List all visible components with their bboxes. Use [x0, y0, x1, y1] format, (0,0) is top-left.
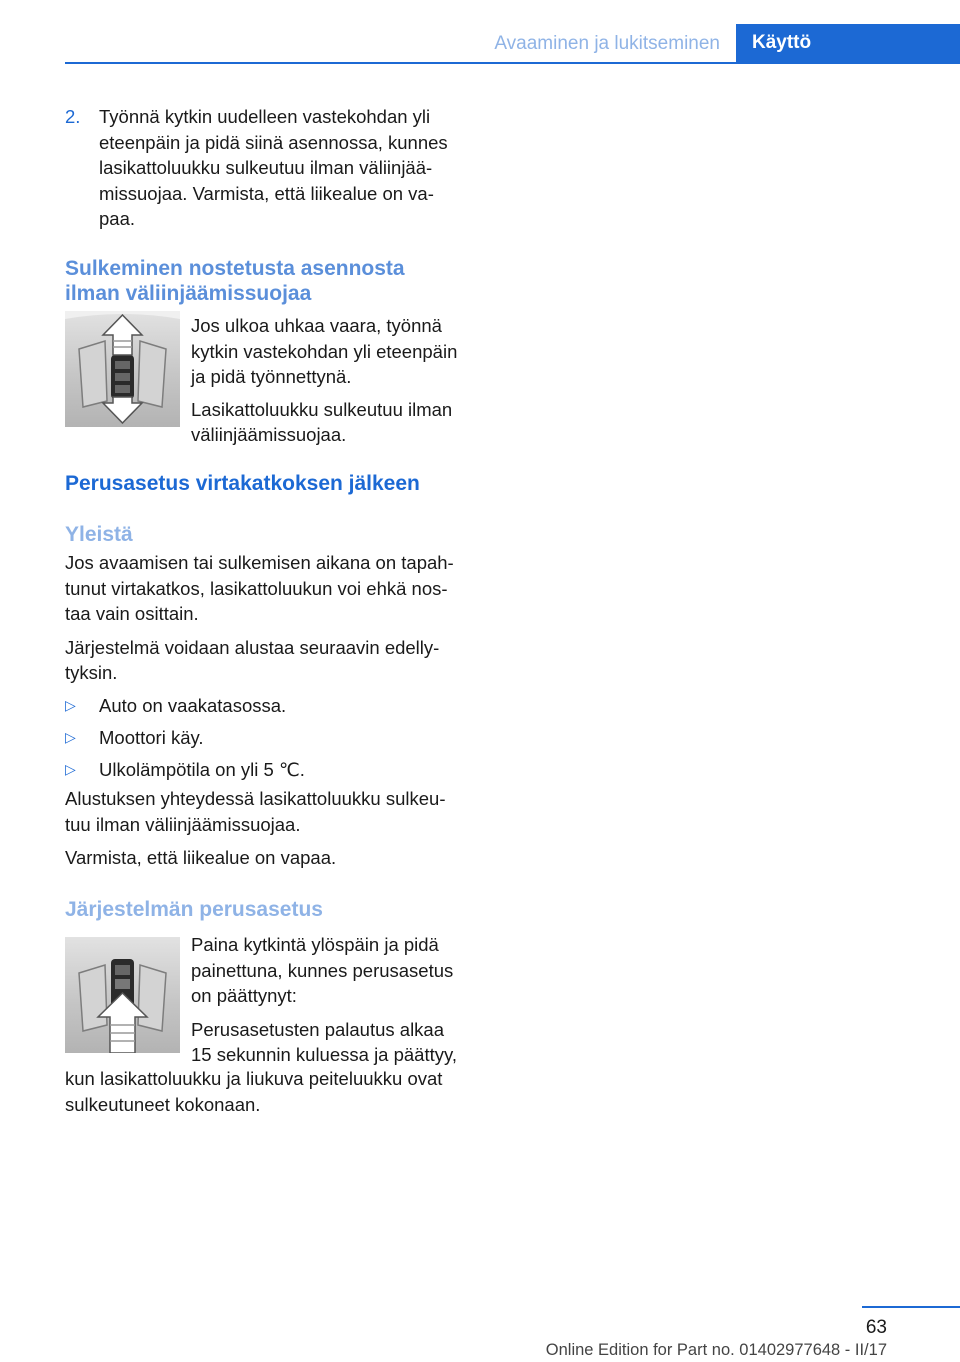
step-line: lasikattoluukku sulkeutuu ilman väliinjää‐: [99, 157, 433, 178]
section-heading: Perusasetus virtakatkoksen jälkeen: [65, 472, 420, 495]
text-line: kun lasikattoluukku ja liukuva peiteluukku ovat: [65, 1068, 443, 1089]
text-line: tunut virtakatkos, lasikattoluukun voi ehkä nos‐: [65, 577, 448, 599]
text-line: Perusasetusten palautus alkaa: [191, 1018, 445, 1040]
text-line: sulkeutuneet kokonaan.: [65, 1093, 261, 1115]
step-line: missuojaa. Varmista, että liikealue on va‐: [99, 182, 434, 204]
text-line: taa vain osittain.: [65, 603, 199, 624]
step-number: 2.: [65, 106, 81, 127]
text-line: painettuna, kunnes perusasetus: [191, 959, 454, 981]
text-line: ja pidä työnnettynä.: [191, 366, 352, 387]
step-line: paa.: [99, 208, 136, 229]
bullet-triangle-icon: ▷: [65, 697, 76, 713]
heading-line: ilman väliinjäämissuojaa: [65, 282, 312, 305]
page-number: 63: [865, 1317, 887, 1338]
list-item-text: Ulkolämpötila on yli 5 ℃.: [99, 759, 305, 780]
heading-line: Sulkeminen nostetusta asennosta: [65, 257, 405, 280]
text-line: Paina kytkintä ylöspäin ja pidä: [191, 934, 439, 955]
roof-switch-press-icon: [65, 937, 180, 1053]
list-item: [65, 757, 480, 789]
system-reset-heading: [65, 897, 480, 922]
list-item: [65, 725, 480, 757]
subheading: Yleistä: [65, 523, 133, 546]
text-line: 15 sekunnin kuluessa ja päättyy,: [191, 1044, 458, 1065]
reset-general: [65, 522, 480, 686]
step-line: eteenpäin ja pidä siinä asennossa, kunnes: [99, 131, 448, 153]
list-item-text: Moottori käy.: [99, 727, 204, 748]
closing-heading: [65, 256, 480, 306]
chapter-tab[interactable]: Käyttö: [736, 24, 960, 62]
text-line: on päättynyt:: [191, 985, 297, 1006]
text-line: tuu ilman väliinjäämissuojaa.: [65, 813, 301, 835]
list-item-text: Auto on vaakatasossa.: [99, 695, 287, 716]
page-header: [65, 24, 960, 64]
subheading: Järjestelmän perusasetus: [65, 898, 323, 921]
section-title: Avaaminen ja lukitseminen: [494, 33, 720, 54]
step-line: Työnnä kytkin uudelleen vastekohdan yli: [99, 106, 431, 127]
text-line: Lasikattoluukku sulkeutuu ilman: [191, 398, 453, 420]
closing-text: [191, 313, 491, 448]
switch-illustration-updown: [65, 311, 180, 427]
edition-text: Online Edition for Part no. 01402977648 - II/17: [545, 1341, 887, 1359]
step-2: [65, 104, 480, 232]
text-line: Järjestelmä voidaan alustaa seuraavin edelly‐: [65, 636, 440, 658]
roof-switch-icon: [65, 311, 180, 427]
reset-heading-block: [65, 471, 480, 496]
reset-notes: [65, 786, 480, 871]
list-item: [65, 693, 480, 725]
system-reset-text-cont: [65, 1066, 480, 1117]
text-line: tyksin.: [65, 662, 118, 683]
switch-illustration-up: [65, 937, 180, 1053]
text-line: väliinjäämissuojaa.: [191, 424, 347, 445]
text-line: Alustuksen yhteydessä lasikattoluukku sulkeu‐: [65, 788, 446, 809]
text-line: Varmista, että liikealue on vapaa.: [65, 847, 337, 868]
text-line: Jos avaamisen tai sulkemisen aikana on tapah‐: [65, 552, 454, 573]
bullet-triangle-icon: ▷: [65, 729, 76, 745]
system-reset-text: [191, 932, 491, 1068]
footer-divider: [862, 1306, 960, 1308]
text-line: kytkin vastekohdan yli eteenpäin: [191, 340, 458, 362]
conditions-list: [65, 693, 480, 789]
bullet-triangle-icon: ▷: [65, 761, 76, 777]
text-line: Jos ulkoa uhkaa vaara, työnnä: [191, 315, 442, 336]
